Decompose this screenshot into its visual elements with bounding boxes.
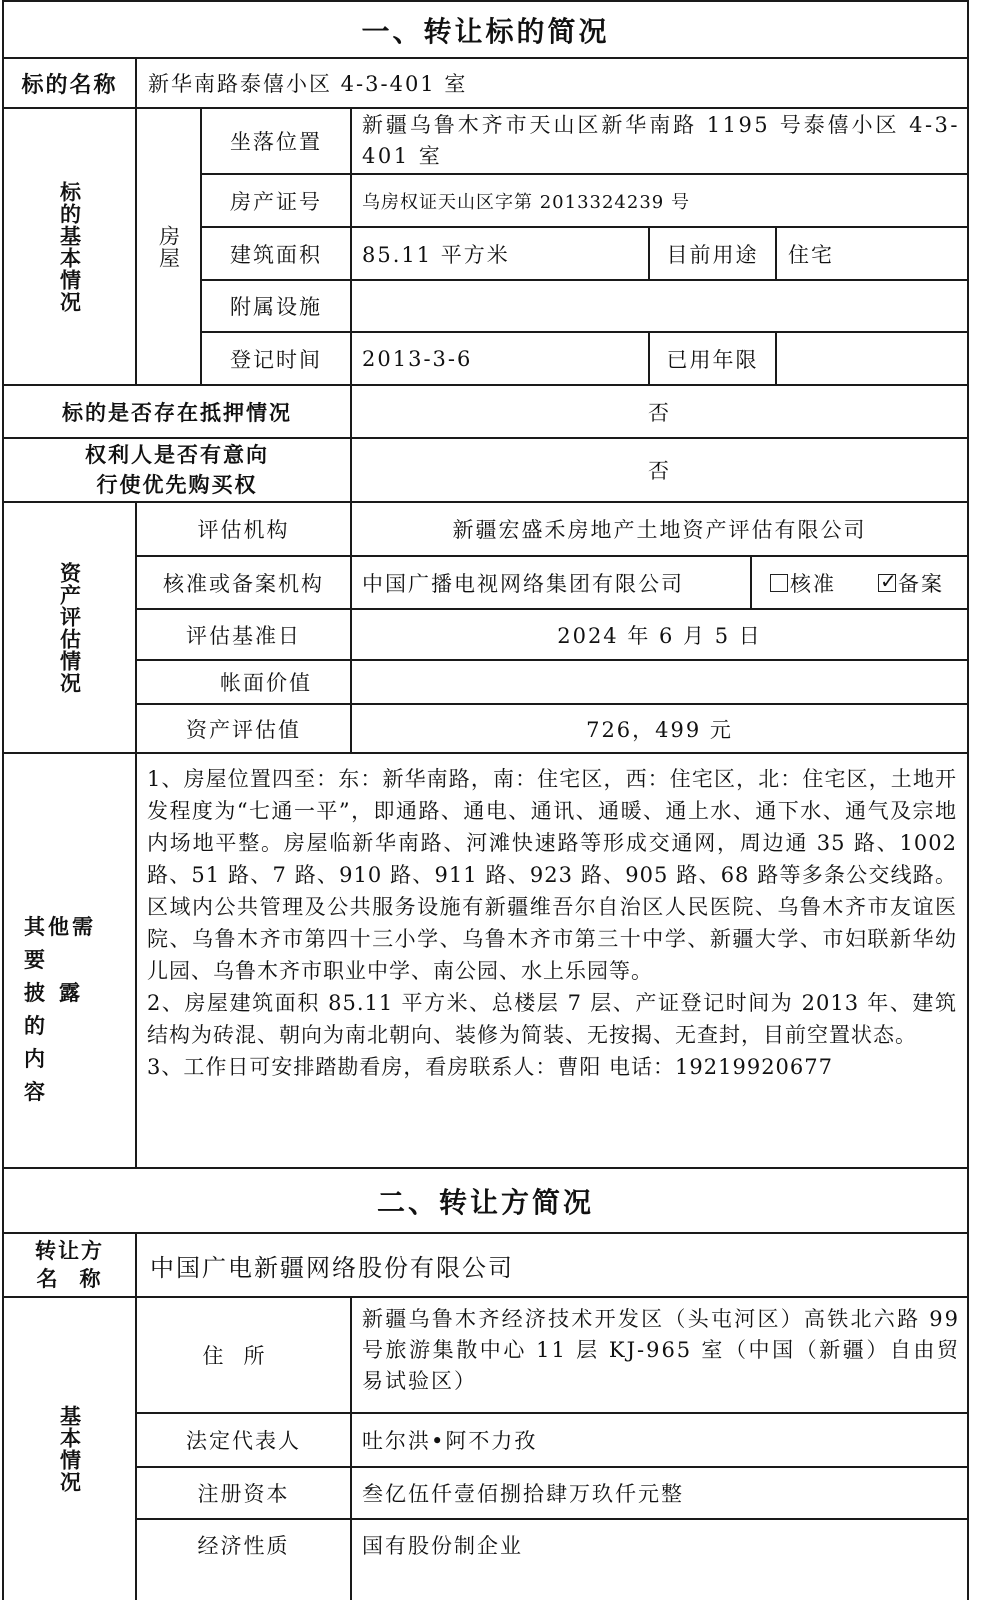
approve-checkbox[interactable]: 核准 bbox=[770, 557, 860, 608]
assess-label: 资产评估情况 bbox=[57, 561, 83, 694]
regdate-value: 2013-3-6 bbox=[362, 346, 473, 371]
transferor-name-value: 中国广电新疆网络股份有限公司 bbox=[150, 1253, 514, 1282]
capital-value: 叁亿伍仟壹佰捌拾肆万玖仟元整 bbox=[362, 1482, 684, 1506]
years-label: 已用年限 bbox=[666, 347, 759, 372]
section2-title: 二、转让方简况 bbox=[376, 1185, 594, 1219]
regdate-label: 登记时间 bbox=[230, 347, 322, 372]
checked-checkbox-icon[interactable] bbox=[878, 574, 896, 592]
cert-label: 房产证号 bbox=[230, 189, 322, 214]
subject-basic-label: 标的基本情况 bbox=[57, 180, 83, 313]
rep-label: 法定代表人 bbox=[186, 1429, 301, 1453]
approve-value: 中国广播电视网络集团有限公司 bbox=[362, 571, 684, 596]
area-value: 85.11 平方米 bbox=[362, 242, 510, 267]
address-value: 新疆乌鲁木齐经济技术开发区（头屯河区）高铁北六路 99 号旅游集散中心 11 层 KJ-965 室（中国（新疆）自由贸易试验区） bbox=[362, 1307, 960, 1393]
record-checkbox[interactable]: ✓ 备案 bbox=[878, 557, 966, 608]
basedate-value: 2024 年 6 月 5 日 bbox=[557, 623, 762, 648]
preempt-value: 否 bbox=[648, 459, 671, 483]
checkbox-icon[interactable] bbox=[770, 574, 788, 592]
area-label: 建筑面积 bbox=[230, 242, 322, 267]
other-paragraph-3: 3、工作日可安排踏勘看房，看房联系人：曹阳 电话：19219920677 bbox=[147, 1055, 834, 1079]
subject-name-value: 新华南路泰僖小区 4-3-401 室 bbox=[148, 72, 468, 96]
capital-label: 注册资本 bbox=[197, 1482, 290, 1506]
nature-value: 国有股份制企业 bbox=[362, 1534, 523, 1558]
mortgage-label: 标的是否存在抵押情况 bbox=[62, 399, 292, 425]
location-value: 新疆乌鲁木齐市天山区新华南路 1195 号泰僖小区 4-3-401 室 bbox=[362, 113, 960, 168]
facility-value bbox=[362, 281, 952, 331]
other-label: 其他需要 披露的 内容 bbox=[24, 914, 96, 1104]
location-label: 坐落位置 bbox=[230, 130, 322, 154]
subject-name-label: 标的名称 bbox=[21, 71, 118, 98]
section1-title: 一、转让标的简况 bbox=[361, 14, 610, 48]
address-label: 住所 bbox=[202, 1344, 285, 1368]
preempt-label: 权利人是否有意向 行使优先购买权 bbox=[85, 442, 269, 497]
cert-value: 乌房权证天山区字第 2013324239 号 bbox=[362, 191, 690, 213]
mortgage-value: 否 bbox=[648, 400, 671, 425]
other-paragraph-1: 1、房屋位置四至：东：新华南路，南：住宅区，西：住宅区，北：住宅区，土地开发程度为“七通一平”，即通路、通电、通讯、通暖、通上水、通下水、通气及宗地内场地平整。房屋临新华南路、河滩快速路等形成交通网，周边通 35 路、1002 路、51 路、7 路、910 路、911 路、923 路、905 路、68 路等多条公交线路。区域内公共管理及公共服务设施有新疆维吾尔自治区人民医院、乌鲁木齐市友谊医院、乌鲁木齐市第四十三小学、乌鲁木齐市第三十中学、新疆大学、市妇联新华幼儿园、乌鲁木齐市职业中学、南公园、水上乐园等。 bbox=[147, 767, 957, 983]
transferor-basic-label: 基本情况 bbox=[57, 1405, 83, 1493]
book-value bbox=[352, 661, 967, 703]
assess-value-label: 资产评估值 bbox=[186, 717, 301, 742]
book-label: 帐面价值 bbox=[220, 671, 312, 695]
house-label: 房屋 bbox=[156, 224, 181, 269]
years-value bbox=[788, 333, 958, 384]
approve-label: 核准或备案机构 bbox=[163, 571, 324, 596]
other-content bbox=[147, 763, 957, 1083]
nature-label: 经济性质 bbox=[197, 1534, 290, 1558]
rep-value: 吐尔洪•阿不力孜 bbox=[362, 1429, 538, 1453]
org-label: 评估机构 bbox=[197, 518, 290, 542]
transferor-name-label: 转让方 名称 bbox=[35, 1238, 123, 1291]
facility-label: 附属设施 bbox=[230, 295, 322, 319]
org-value: 新疆宏盛禾房地产土地资产评估有限公司 bbox=[452, 518, 867, 542]
other-paragraph-2: 2、房屋建筑面积 85.11 平方米、总楼层 7 层、产证登记时间为 2013 年、建筑结构为砖混、朝向为南北朝向、装修为简装、无按揭、无查封，目前空置状态。 bbox=[147, 991, 957, 1047]
use-value: 住宅 bbox=[788, 242, 834, 267]
use-label: 目前用途 bbox=[666, 242, 759, 267]
assess-value: 726，499 元 bbox=[586, 717, 733, 742]
basedate-label: 评估基准日 bbox=[186, 623, 301, 648]
